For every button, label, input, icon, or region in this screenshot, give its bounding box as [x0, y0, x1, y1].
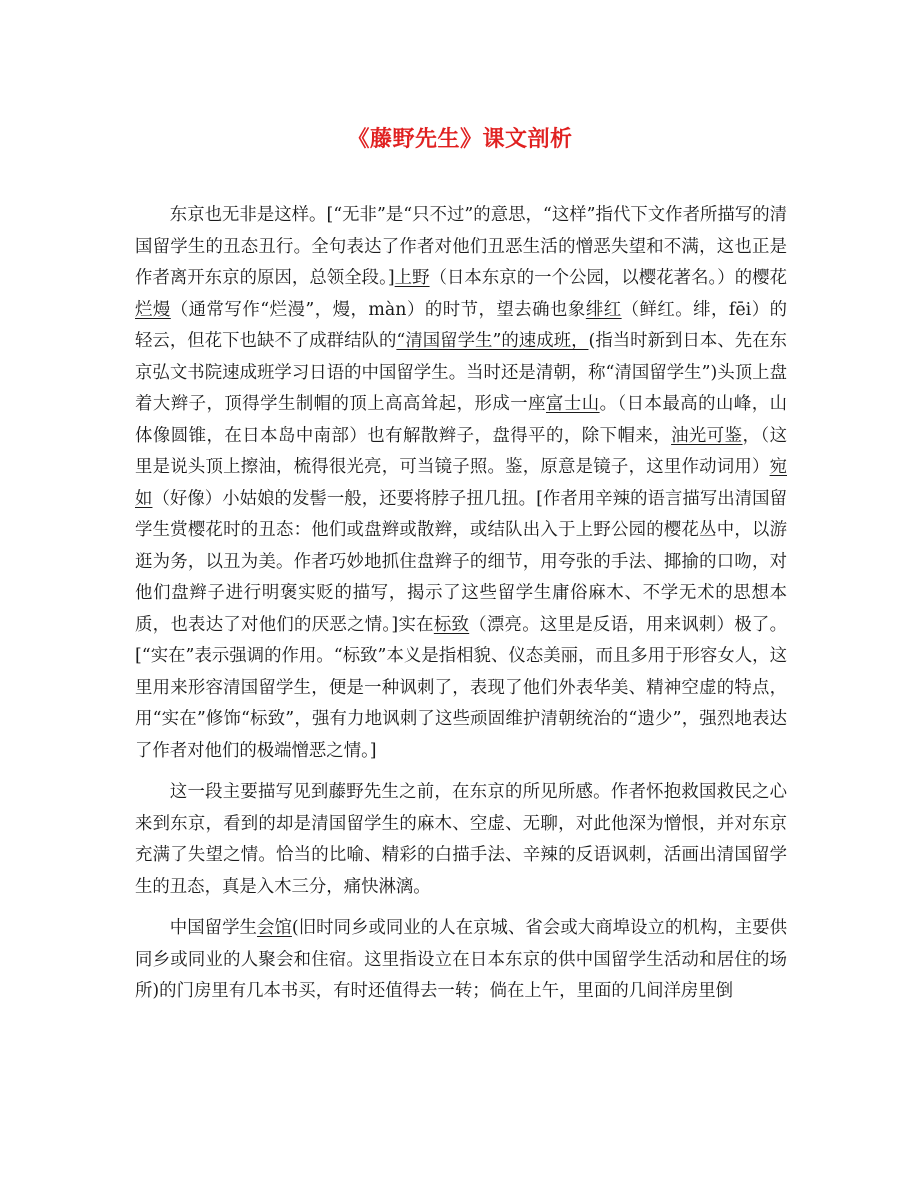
- underlined-term: 标致: [433, 614, 470, 635]
- underlined-term: 会馆: [257, 918, 292, 938]
- underlined-term: 宛如: [135, 457, 787, 509]
- text-segment: （通常写作“烂漫”，熳，màn）的时节，望去确也象: [170, 299, 586, 320]
- text-segment: 中国留学生: [169, 918, 257, 938]
- paragraph: [135, 200, 787, 767]
- underlined-term: “清国留学生”的速成班，: [396, 331, 589, 351]
- text-segment: (指当时新到日本、先在东京弘文书院速成班学习日语的中国留学生。当时还是清朝，称“清国留学生”)头顶上盘着大辫子，顶得学生制帽的顶上高高耸起，形成一座: [135, 331, 787, 414]
- text-segment: （漂亮。这里是反语，用来讽刺）极了。[“实在”表示强调的作用。“标致”本义是指相貌、仪态美丽，而且多用于形容女人，这里用来形容清国留学生，便是一种讽刺了，表现了他们外表华美、精神空虚的特点，用“实在”修饰“标致”，强有力地讽刺了这些顽固维护清朝统治的“遗少”，强烈地表达了作者对他们的极端憎恶之情。]: [135, 614, 787, 761]
- paragraph: [135, 777, 787, 903]
- document-title: 《藤野先生》课文剖析: [347, 126, 573, 152]
- text-segment: 东京也无非是这样。[“无非”是“只不过”的意思，“这样”指代下文作者所描写的清国留学生的丑态丑行。全句表达了作者对他们丑恶生活的憎恶失望和不满，这也正是作者离开东京的原因，总领全段。]: [135, 205, 787, 288]
- underlined-term: 绯红: [585, 299, 622, 320]
- paragraph: [135, 913, 787, 1008]
- underlined-term: 富士山: [545, 394, 600, 414]
- text-segment: （日本东京的一个公园，以樱花著名。）的樱花: [429, 268, 787, 288]
- text-segment: 。（日本最高的山峰，山体像圆锥，在日本岛中南部）也有解散辫子，盘得平的，除下帽来，: [135, 394, 787, 446]
- text-segment: （鲜红。绯，fēi）的轻云，但花下也缺不了成群结队的: [135, 299, 787, 351]
- text-segment: ，（这里是说头顶上擦油，梳得很光亮，可当镜子照。鉴，原意是镜子，这里作动词用）: [135, 425, 787, 477]
- text-segment: (旧时同乡或同业的人在京城、省会或大商埠设立的机构，主要供同乡或同业的人聚会和住宿。这里指设立在日本东京的供中国留学生活动和居住的场所)的门房里有几本书买，有时还值得去一转；倘在上午，里面的几间洋房里倒: [135, 918, 787, 1001]
- document-body: [135, 200, 787, 1018]
- underlined-term: 烂熳: [135, 299, 171, 320]
- text-segment: （好像）小姑娘的发髻一般，还要将脖子扭几扭。[作者用辛辣的语言描写出清国留学生赏樱花时的丑态：他们或盘辫或散辫，或结队出入于上野公园的樱花丛中，以游逛为务，以丑为美。作者巧妙地抓住盘辫子的细节，用夸张的手法、揶揄的口吻，对他们盘辫子进行明褒实贬的描写，揭示了这些留学生庸俗麻木、不学无术的思想本质，也表达了对他们的厌恶之情。]实在: [135, 488, 787, 635]
- underlined-term: 油光可鉴: [671, 425, 743, 446]
- underlined-term: 上野: [394, 268, 430, 288]
- text-segment: 这一段主要描写见到藤野先生之前，在东京的所见所感。作者怀抱救国救民之心来到东京，看到的却是清国留学生的麻木、空虚、无聊，对此他深为憎恨，并对东京充满了失望之情。恰当的比喻、精彩的白描手法、辛辣的反语讽刺，活画出清国留学生的丑态，真是入木三分，痛快淋漓。: [135, 782, 787, 897]
